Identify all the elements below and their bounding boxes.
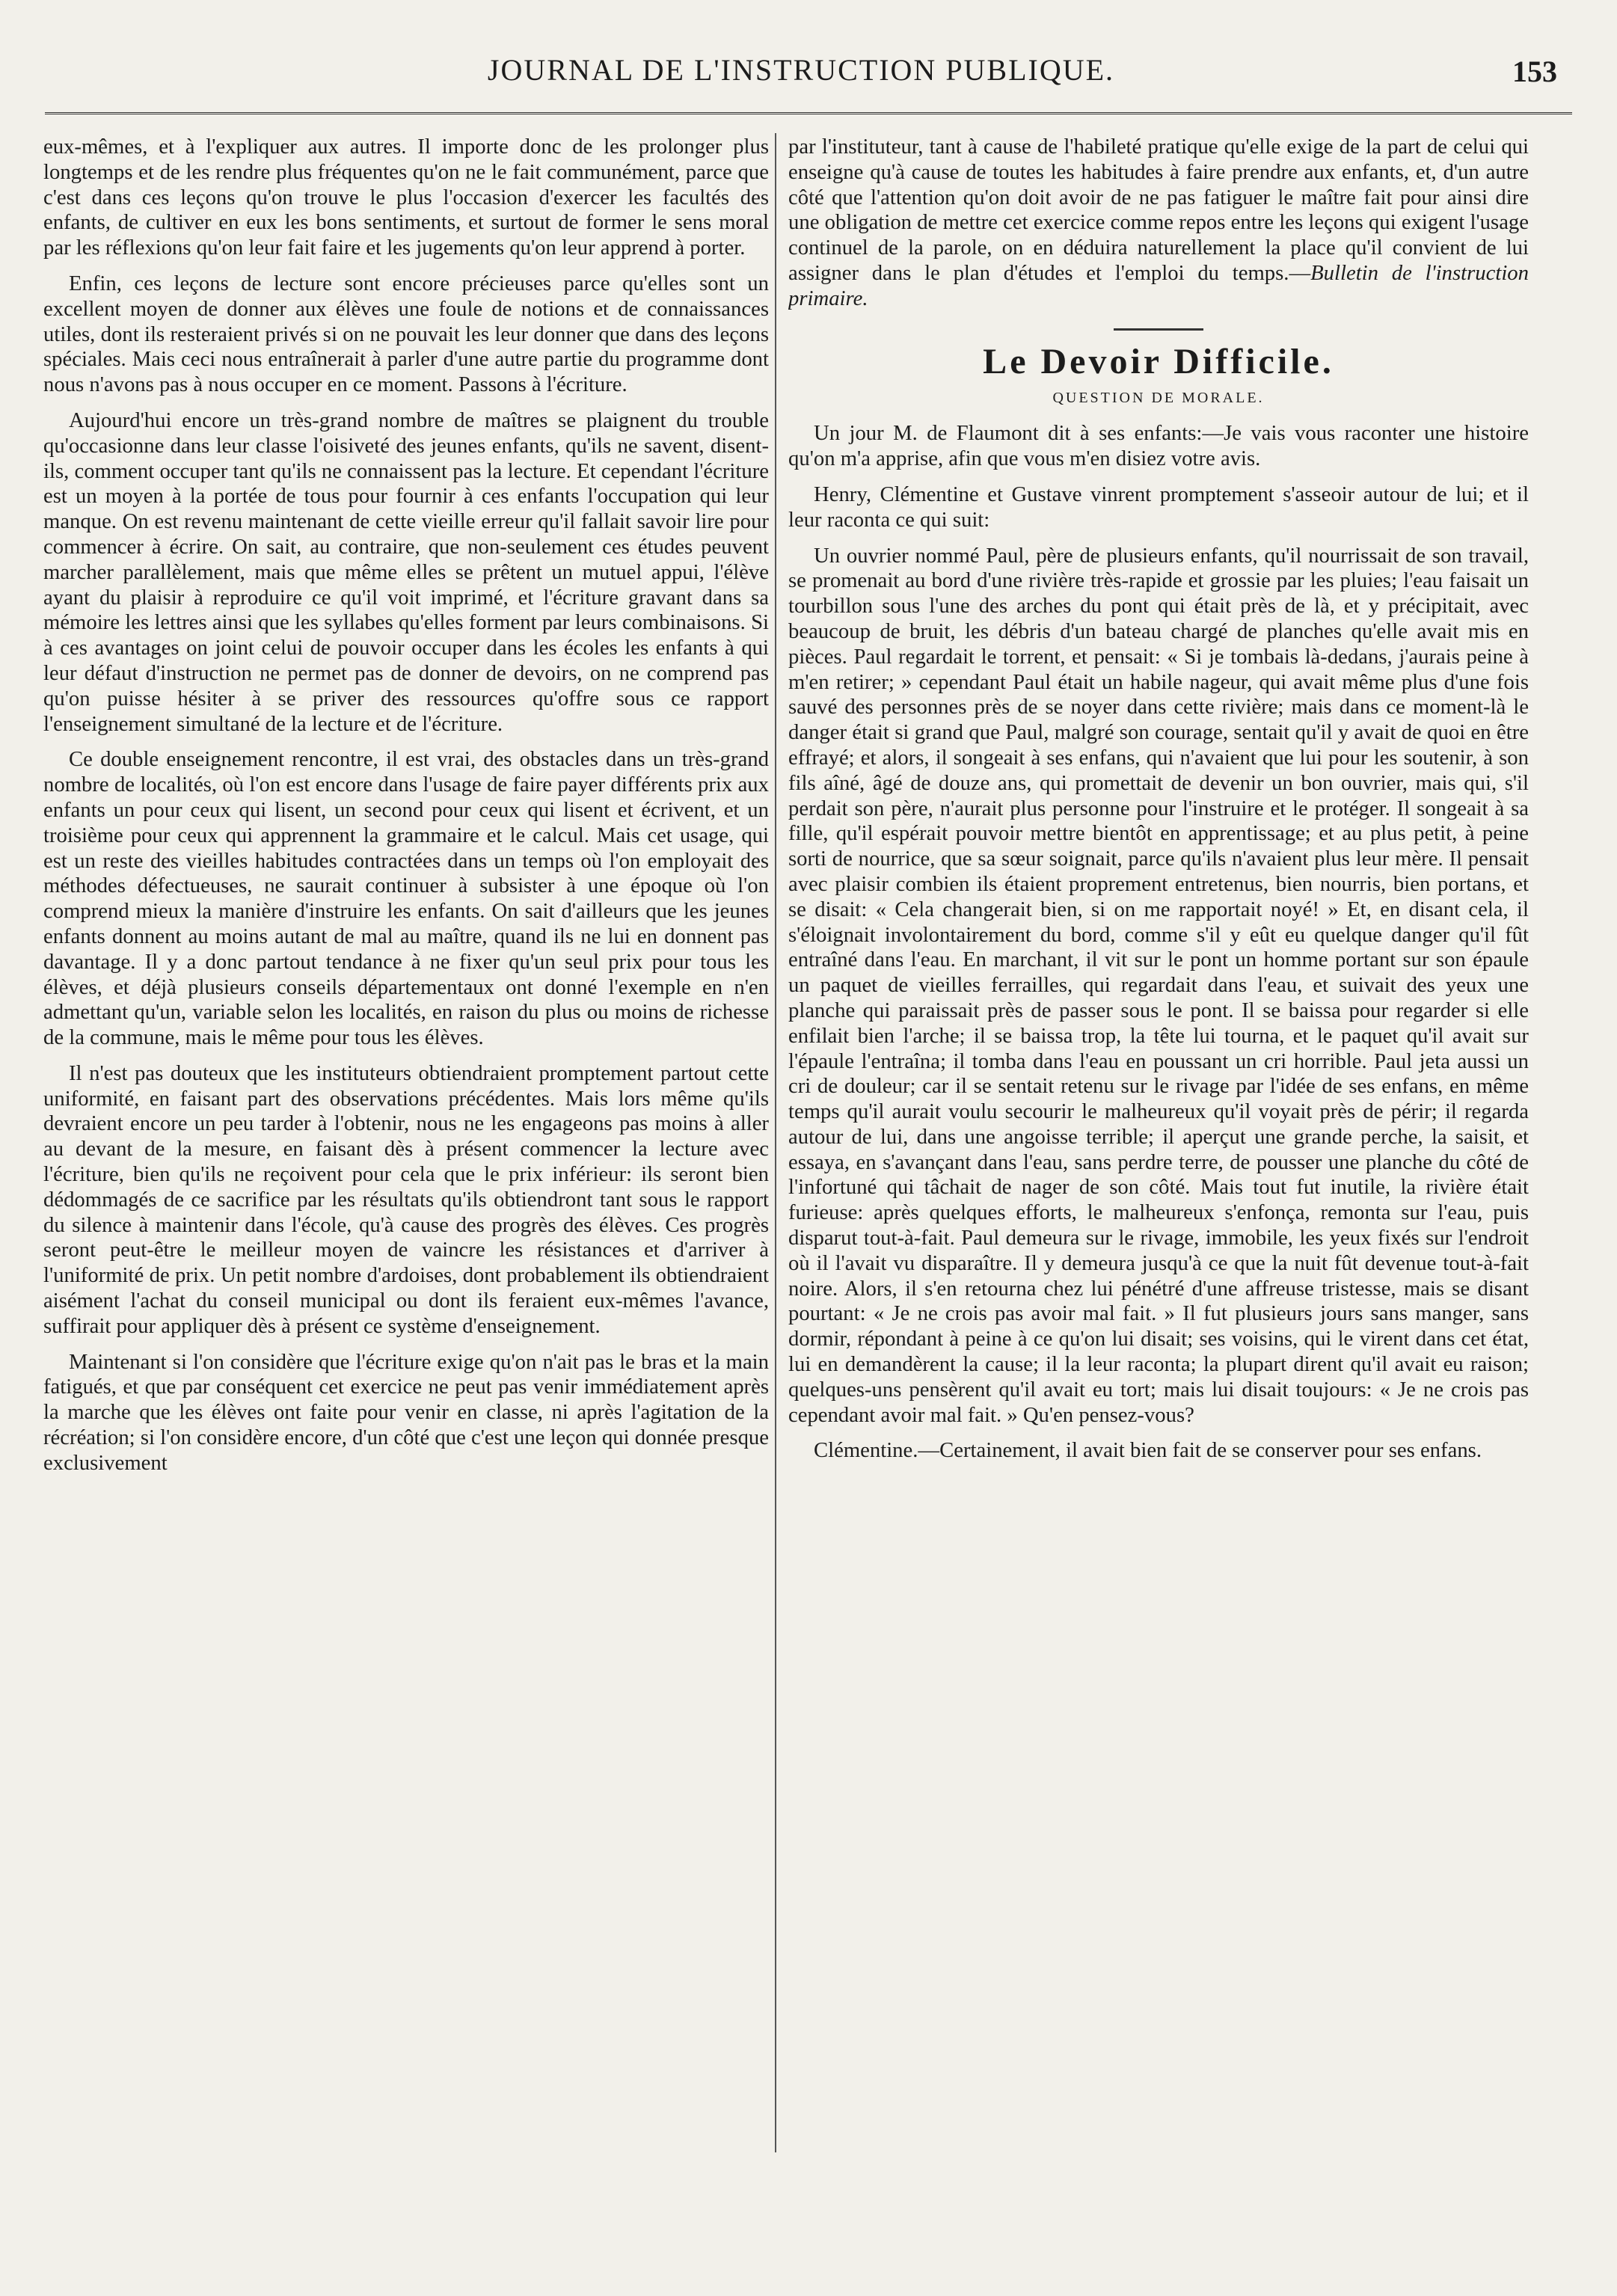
paragraph: eux-mêmes, et à l'expliquer aux autres. Il importe donc de les prolonger plus longtemps et de les rendre plus fréquentes qu'on ne le fait communément, parce que c'est dans ces leçons qu'on trouve le plus l'occasion d'exercer les facultés des enfants, de cultiver en eux les bons sentiments, et surtout de former le sens moral par les réflexions qu'on leur fait faire et les jugements qu'on leur apprend à porter.: [43, 135, 769, 260]
paragraph: Un jour M. de Flaumont dit à ses enfants:—Je vais vous raconter une histoire qu'on m'a apprise, afin que vous m'en disiez votre avis.: [788, 421, 1529, 471]
right-column: [788, 135, 1529, 2266]
page-header: [45, 45, 1557, 105]
section-subtitle: QUESTION DE MORALE.: [1052, 389, 1265, 406]
paragraph: Enfin, ces leçons de lecture sont encore précieuses parce qu'elles sont un excellent moyen de donner aux élèves une foule de notions et de connaissances utiles, dont ils resteraient privés si on ne pouvait les leur donner que dans des leçons spéciales. Mais ceci nous entraînerait à parler d'une autre partie du programme dont nous n'avons pas à nous occuper en ce moment. Passons à l'écriture.: [43, 271, 769, 397]
paragraph: Maintenant si l'on considère que l'écriture exige qu'on n'ait pas le bras et la main fatigués, et que par conséquent cet exercice ne peut pas venir immédiatement après la marche que les élèves ont faite pour venir en classe, ni après l'agitation de la récréation; si l'on considère encore, d'un côté que c'est une leçon qui donnée presque exclusivement: [43, 1349, 769, 1475]
paragraph: Ce double enseignement rencontre, il est vrai, des obstacles dans un très-grand nombre de localités, où l'on est encore dans l'usage de faire payer différents prix aux enfants un pour ceux qui lisent, un second pour ceux qui lisent et écrivent, et un troisième pour ceux qui apprennent la grammaire et le calcul. Mais cet usage, qui est un reste des vieilles habitudes contractées dans un temps où l'on employait des méthodes défectueuses, ne saurait continuer à subsister à une époque où l'on comprend mieux la manière d'instruire les enfants. On sait d'ailleurs que les jeunes enfants donnent au moins autant de mal au maître, quand ils ne lui en donnent pas davantage. Il y a donc partout tendance à ne fixer qu'un seul prix pour tous les élèves, et déjà plusieurs conseils départementaux ont donné l'exemple en n'en admettant qu'un, variable selon les localités, en raison du plus ou moins de richesse de la commune, mais le même pour tous les élèves.: [43, 747, 769, 1050]
page-number: 153: [1512, 55, 1557, 88]
left-column: [43, 135, 769, 2266]
intro-text: par l'instituteur, tant à cause de l'habileté pratique qu'elle exige de la part de celui qui enseigne qu'à cause de toutes les habitudes à faire prendre aux enfants, et, d'un autre côté que l'attention qu'on doit avoir de ne pas fatiguer le maître fait pour ainsi dire une obligation de mettre cet exercice comme repos entre les leçons qui exigent l'usage continuel de la parole, on en déduira naturellement la place qu'il convient de lui assigner dans le plan d'études et l'emploi du temps.—: [788, 135, 1529, 285]
section-rule: [1114, 328, 1203, 331]
paragraph: Clémentine.—Certainement, il avait bien fait de se conserver pour ses enfans.: [814, 1438, 1482, 1463]
section-title: Le Devoir Difficile.: [983, 341, 1334, 381]
paragraph: Un ouvrier nommé Paul, père de plusieurs enfants, qu'il nourrissait de son travail, se promenait au bord d'une rivière très-rapide et grossie par les pluies; l'eau faisait un tourbillon sous l'une des arches du pont qui était près de là, et y précipitait, avec beaucoup de bruit, les débris d'un bateau chargé de planches qu'elle avait mis en pièces. Paul regardait le torrent, et pensait: « Si je tombais là-dedans, j'aurais peine à m'en retirer; » cependant Paul était un habile nageur, qui avait même plus d'une fois sauvé des personnes près de se noyer dans cette rivière; mais dans ce moment-là le danger était si grand que Paul, malgré son courage, sentait qu'il y avait de quoi en être effrayé; et alors, il songeait à ses enfans, qui n'avaient que lui pour les soutenir, à son fils aîné, âgé de douze ans, qui promettait de devenir un bon ouvrier, mais qui, s'il perdait son père, n'aurait plus personne pour l'instruire et le protéger. Il songeait à sa fille, qu'il espérait pouvoir mettre bientôt en apprentissage; et au plus petit, à peine sorti de nourrice, que sa sœur soignait, parce qu'ils n'avaient plus leur mère. Il pensait avec plaisir combien ils étaient proprement entretenus, bien nourris, bien portans, et se disait: « Cela changerait bien, si on me rapportait noyé! » Et, en disant cela, il s'éloignait involontairement du bord, comme s'il y eût eu quelque danger qu'il fût entraîné dans l'eau. En marchant, il vit sur le pont un homme portant sur son épaule un paquet de vieilles ferrailles, qui regardait dans l'eau, et suivait des yeux une planche qui paraissait près de passer sous le pont. Il se baissa pour regarder si elle enfilait bien l'arche; il se baissa trop, la tête lui tourna, et le paquet qu'il avait sur l'épaule l'entraîna; il tomba dans l'eau en poussant un cri horrible. Paul jeta aussi un cri de douleur; car il se sentait retenu sur le rivage par l'idée de ses enfans, en même temps qu'il aurait voulu secourir le malheureux qu'il voyait près de périr; il regarda autour de lui, dans une angoisse terrible; il aperçut une grande perche, la saisit, et essaya, en s'avançant dans l'eau, sans perdre terre, de pousser une planche du côté de l'infortuné qui tâchait de nager de son côté. Mais tout fut inutile, la rivière était furieuse: après quelques efforts, le malheureux s'enfonça, remonta sur l'eau, puis disparut tout-à-fait. Paul demeura sur le rivage, immobile, les yeux fixés sur l'endroit où il l'avait vu disparaître. Il y demeura jusqu'à ce que la nuit fût devenue tout-à-fait noire. Alors, il s'en retourna chez lui pénétré d'une affreuse tristesse, mais se disant pourtant: « Je ne crois pas avoir mal fait. » Il fut plusieurs jours sans manger, sans dormir, répondant à peine à ce qu'on lui disait; ses voisins, qui le virent dans cet état, lui en demandèrent la cause; il la leur raconta; la plupart dirent qu'il avait eu raison; quelques-uns pensèrent qu'il avait eu tort; mais lui disait toujours: « Je ne crois pas cependant avoir mal fait. » Qu'en pensez-vous?: [788, 543, 1529, 1427]
intro-paragraph: [788, 135, 1529, 312]
paragraph: Henry, Clémentine et Gustave vinrent promptement s'asseoir autour de lui; et il leur raconta ce qui suit:: [788, 482, 1529, 532]
running-title: JOURNAL DE L'INSTRUCTION PUBLIQUE.: [487, 53, 1115, 87]
intro-source: Bulletin de l'instruction primaire.: [788, 260, 1529, 310]
paragraph: Aujourd'hui encore un très-grand nombre de maîtres se plaignent du trouble qu'occasionne dans leur classe l'oisiveté des jeunes enfants, qu'ils ne savent, disent-ils, comment occuper tant qu'ils ne connaissent pas la lecture. Et cependant l'écriture est un moyen à la portée de tous pour fournir à ces enfants l'occupation qui leur manque. On est revenu maintenant de cette vieille erreur qu'il fallait savoir lire pour commencer à écrire. On sait, au contraire, que non-seulement ces études peuvent marcher parallèlement, mais que même elles se prêtent un mutuel appui, l'élève ayant du plaisir à reproduire ce qu'il voit imprimé, et l'écriture gravant dans sa mémoire les lettres ainsi que les syllabes qu'elles forment par leurs combinaisons. Si à ces avantages on joint celui de pouvoir occuper dans les écoles les enfants à qui leur défaut d'instruction ne permet pas de donner de devoirs, on ne comprend pas qu'on puisse hésiter à se priver des ressources qu'offre sous ce rapport l'enseignement simultané de la lecture et de l'écriture.: [43, 408, 769, 736]
column-divider: [775, 133, 776, 2152]
paragraph: Il n'est pas douteux que les instituteurs obtiendraient promptement partout cette uniformité, en faisant part des observations précédentes. Mais lors même qu'ils devraient encore un peu tarder à l'obtenir, nous ne les engageons pas moins à aller au devant de la mesure, en faisant dès à présent commencer la lecture avec l'écriture, bien qu'ils ne reçoivent pour cela que le prix inférieur: ils seront bien dédommagés de ce sacrifice par les résultats qu'ils obtiendront tant sous le rapport du silence à maintenir dans l'école, qu'à cause des progrès des élèves. Ces progrès seront peut-être le meilleur moyen de vaincre les résistances et d'arriver à l'uniformité de prix. Un petit nombre d'ardoises, dont probablement ils obtiendraient aisément l'achat du conseil municipal ou dont ils feraient eux-mêmes l'avance, suffirait pour appliquer dès à présent ce système d'enseignement.: [43, 1060, 769, 1338]
header-rule: [45, 112, 1572, 114]
